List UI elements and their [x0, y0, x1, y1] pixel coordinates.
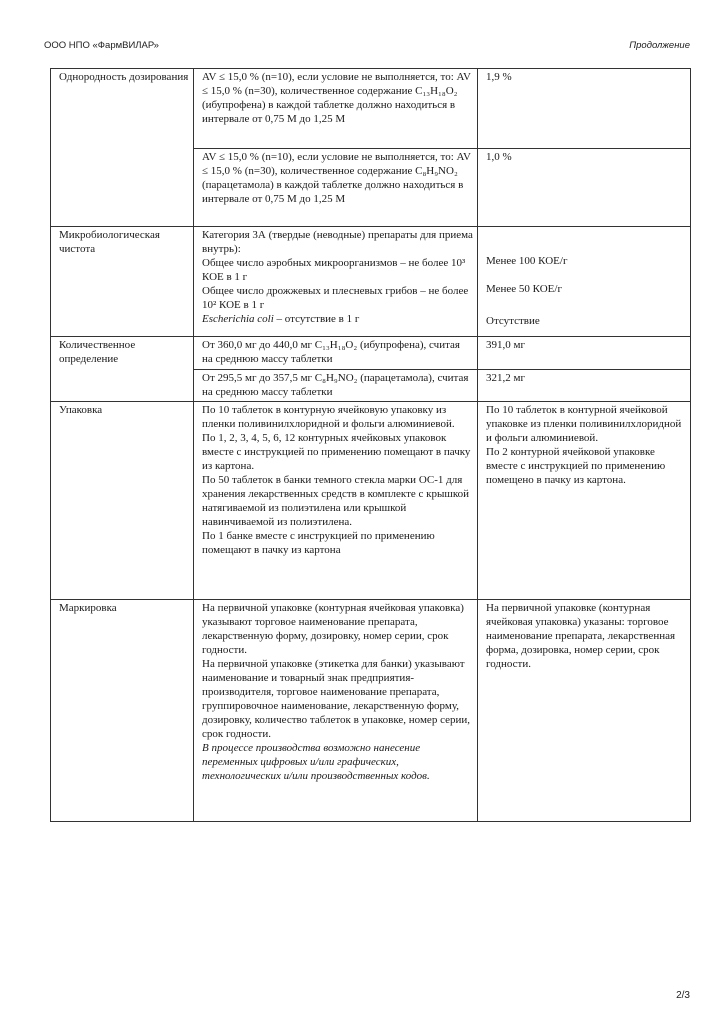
table-row: [51, 227, 691, 337]
page-number: 2/3: [676, 990, 690, 1001]
packaging-req-1: По 10 таблеток в контурную ячейковую упаковку из пленки поливинилхлоридной и фольги алюминиевой.: [202, 404, 455, 430]
res-assay-ibuprofen: 391,0 мг: [478, 337, 691, 370]
req-micro: [194, 227, 478, 337]
packaging-req-2: По 1, 2, 3, 4, 5, 6, 12 контурных ячейковых упаковок вместе с инструкцией по применению помещают в пачку из картона.: [202, 432, 471, 472]
param-assay: Количественное определение: [51, 337, 194, 402]
company-header: ООО НПО «ФармВИЛАР»: [44, 40, 159, 51]
micro-ecoli-req: [202, 312, 473, 326]
continuation-label: Продолжение: [629, 40, 690, 51]
packaging-req-3: По 50 таблеток в банки темного стекла марки ОС-1 для хранения лекарственных средств в комплекте с крышкой натягиваемой из полиэтилена или крышкой навинчиваемой из полиэтилена.: [202, 474, 470, 528]
res-packaging: [478, 402, 691, 600]
table-row: [51, 600, 691, 822]
req-uniformity-ibuprofen: AV ≤ 15,0 % (n=10), если условие не выполняется, то: AV ≤ 15,0 % (n=30), количественное содержание C₁₃H₁₈O₂ (ибупрофена) в каждой таблетке должно находиться в интервале от 0,75 М до 1,25 М: [194, 69, 478, 149]
micro-aerobic-req: Общее число аэробных микроорганизмов – не более 10³ КОЕ в 1 г: [202, 257, 466, 283]
micro-ecoli-res: Отсутствие: [486, 315, 540, 327]
packaging-res-2: По 2 контурной ячейковой упаковке вместе с инструкцией по применению помещено в пачку из картона.: [486, 446, 666, 486]
packaging-res-1: По 10 таблеток в контурной ячейковой упаковке из пленки поливинилхлоридной и фольги алюминиевой.: [486, 404, 682, 444]
res-uniformity-paracetamol: 1,0 %: [478, 149, 691, 227]
ecoli-name: Escherichia coli: [202, 313, 274, 325]
micro-yeast-req: Общее число дрожжевых и плесневых грибов – не более 10² КОЕ в 1 г: [202, 285, 469, 311]
labeling-req-2: На первичной упаковке (этикетка для банки) указывают наименование и товарный знак предприятия-производителя, торговое наименование препарата, группировочное наименование, лекарственную форму, дозировку, количество таблеток в упаковке, номер серии, срок годности.: [202, 658, 470, 740]
param-uniformity: Однородность дозирования: [51, 69, 194, 227]
packaging-req-4: По 1 банке вместе с инструкцией по применению помещают в пачку из картона: [202, 530, 435, 556]
param-packaging: Упаковка: [51, 402, 194, 600]
req-assay-paracetamol: От 295,5 мг до 357,5 мг C₈H₉NO₂ (парацетамола), считая на среднюю массу таблетки: [194, 370, 478, 402]
param-micro: Микробиологическая чистота: [51, 227, 194, 337]
micro-category: Категория 3А (твердые (неводные) препараты для приема внутрь):: [202, 229, 473, 255]
table-row: [51, 337, 691, 370]
req-labeling: [194, 600, 478, 822]
req-uniformity-paracetamol: AV ≤ 15,0 % (n=10), если условие не выполняется, то: AV ≤ 15,0 % (n=30), количественное содержание C₈H₉NO₂ (парацетамола) в каждой таблетке должно находиться в интервале от 0,75 М до 1,25 М: [194, 149, 478, 227]
param-labeling: Маркировка: [51, 600, 194, 822]
table-row: [51, 402, 691, 600]
micro-aerobic-res: Менее 100 КОЕ/г: [486, 255, 568, 267]
micro-yeast-res: Менее 50 КОЕ/г: [486, 283, 562, 295]
req-packaging: [194, 402, 478, 600]
labeling-req-1: На первичной упаковке (контурная ячейковая упаковка) указывают торговое наименование препарата, лекарственную форму, дозировку, номер серии, срок годности.: [202, 602, 464, 656]
res-assay-paracetamol: 321,2 мг: [478, 370, 691, 402]
res-micro: [478, 227, 691, 337]
ecoli-requirement: – отсутствие в 1 г: [273, 313, 360, 325]
labeling-req-3: В процессе производства возможно нанесение переменных цифровых и/или графических, технологических и/или производственных кодов.: [202, 742, 430, 782]
labeling-res-1: На первичной упаковке (контурная ячейковая упаковка) указаны: торговое наименование препарата, лекарственная форма, дозировка, номер серии, срок годности.: [486, 602, 676, 670]
res-uniformity-ibuprofen: 1,9 %: [478, 69, 691, 149]
req-assay-ibuprofen: От 360,0 мг до 440,0 мг C₁₃H₁₈O₂ (ибупрофена), считая на среднюю массу таблетки: [194, 337, 478, 370]
res-labeling: [478, 600, 691, 822]
specification-table: [50, 68, 691, 822]
table-row: [51, 69, 691, 149]
